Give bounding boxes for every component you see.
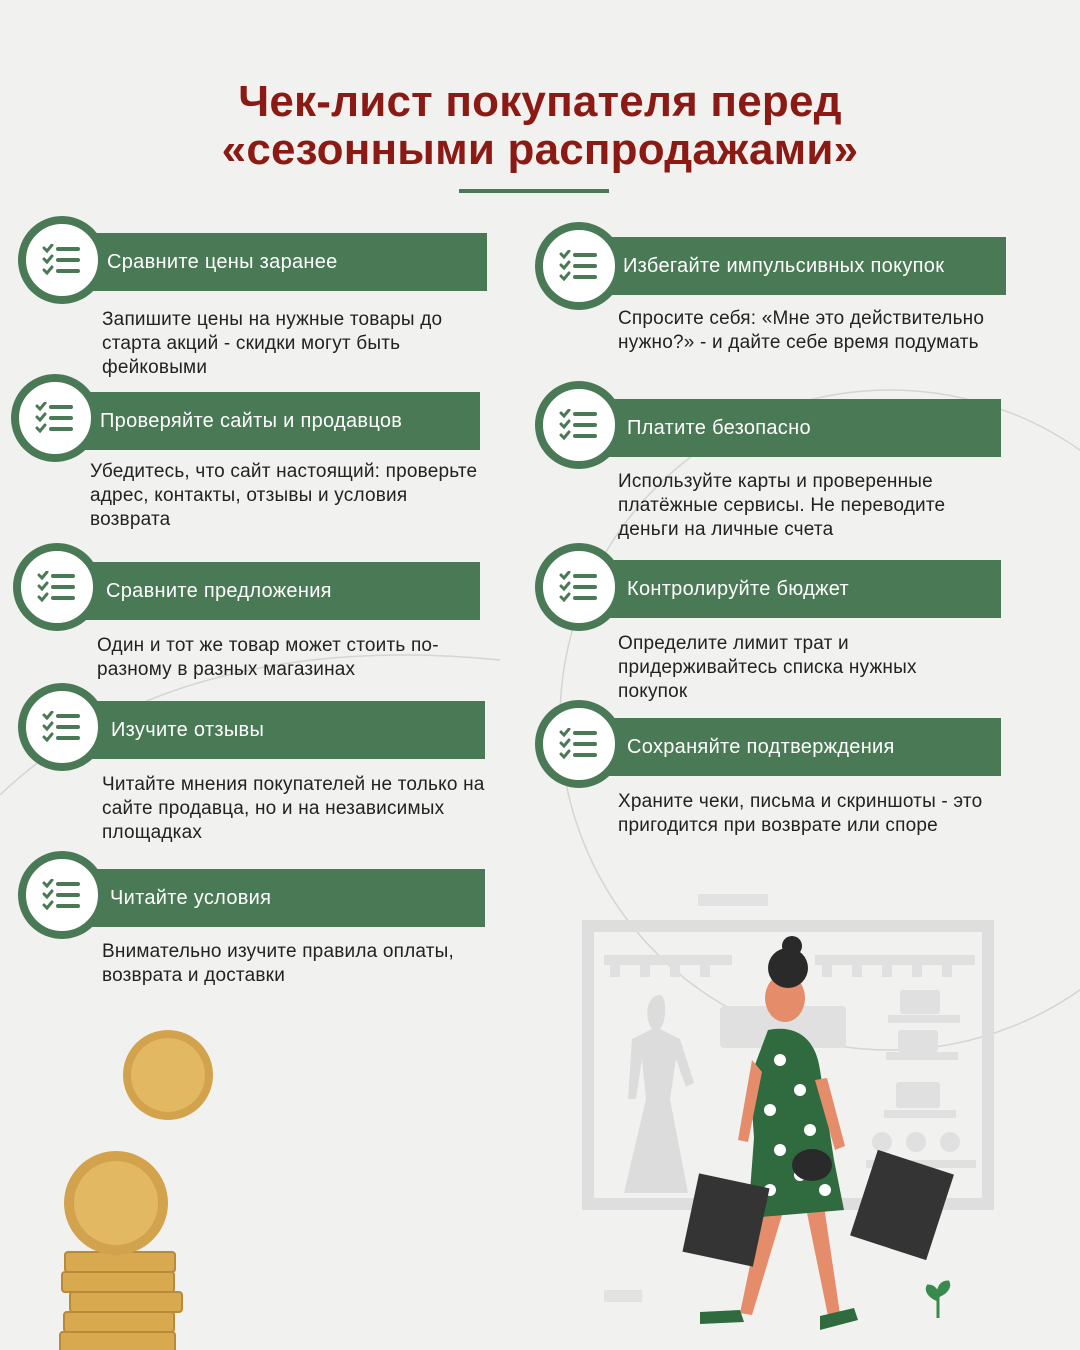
item-description: Запишите цены на нужные товары до старта акций - скидки могут быть фейковыми bbox=[102, 309, 443, 378]
checklist-icon bbox=[535, 543, 623, 631]
item-description: Внимательно изучите правила оплаты, возврата и доставки bbox=[102, 941, 454, 986]
checklist-icon bbox=[18, 216, 106, 304]
item-header: Сравните предложения bbox=[56, 562, 480, 620]
item-header: Изучите отзывы bbox=[62, 701, 485, 759]
item-header: Платите безопасно bbox=[578, 399, 1001, 457]
item-description: Определите лимит трат и придерживайтесь списка нужных покупок bbox=[618, 633, 917, 702]
item-description: Спросите себя: «Мне это действительно нужно?» - и дайте себе время подумать bbox=[618, 308, 985, 353]
checklist-icon bbox=[535, 222, 623, 310]
item-header: Проверяйте сайты и продавцов bbox=[52, 392, 480, 450]
coin-stack bbox=[60, 1030, 213, 1350]
title-underline bbox=[459, 189, 609, 193]
checklist-icon bbox=[18, 851, 106, 939]
item-header: Сохраняйте подтверждения bbox=[578, 718, 1001, 776]
item-description: Один и тот же товар может стоить по-разному в разных магазинах bbox=[97, 635, 439, 680]
checklist-icon bbox=[535, 381, 623, 469]
title-line-1: Чек-лист покупателя перед bbox=[238, 77, 842, 126]
checklist-icon bbox=[13, 543, 101, 631]
item-header: Избегайте импульсивных покупок bbox=[578, 237, 1006, 295]
shopping-illustration bbox=[588, 894, 988, 1330]
item-header: Читайте условия bbox=[62, 869, 485, 927]
title-line-2: «сезонными распродажами» bbox=[221, 125, 859, 174]
checklist-icon bbox=[535, 700, 623, 788]
checklist-icon bbox=[18, 683, 106, 771]
item-description: Используйте карты и проверенные платёжные сервисы. Не переводите деньги на личные счета bbox=[618, 471, 946, 540]
item-header: Контролируйте бюджет bbox=[578, 560, 1001, 618]
item-header: Сравните цены заранее bbox=[60, 233, 487, 291]
item-description: Убедитесь, что сайт настоящий: проверьте адрес, контакты, отзывы и условия возврата bbox=[90, 461, 478, 530]
item-description: Храните чеки, письма и скриншоты - это пригодится при возврате или споре bbox=[618, 791, 983, 836]
item-description: Читайте мнения покупателей не только на сайте продавца, но и на независимых площадках bbox=[102, 774, 485, 843]
checklist-icon bbox=[11, 374, 99, 462]
page-title bbox=[0, 78, 1080, 174]
